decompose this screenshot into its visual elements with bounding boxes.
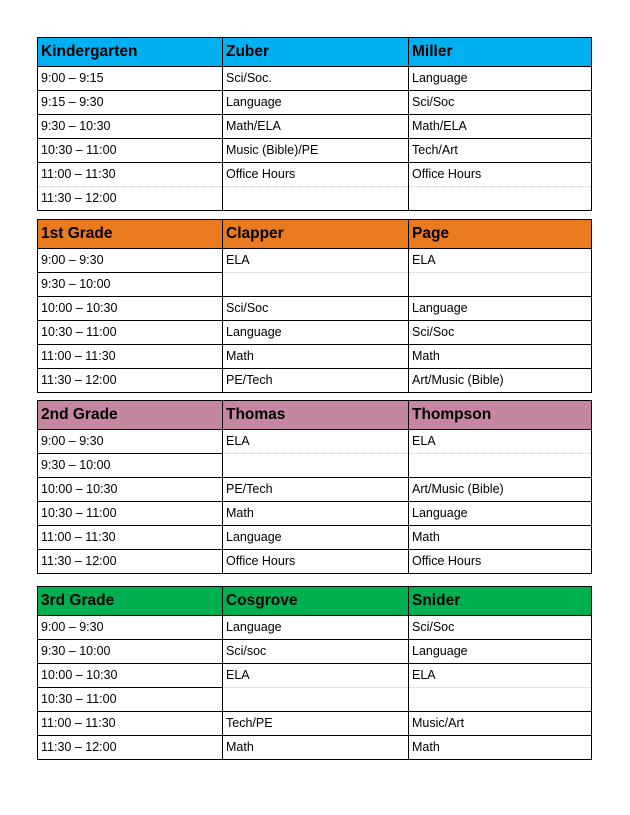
subject-cell: ELA: [223, 249, 409, 273]
table-row: [38, 430, 592, 454]
subject-cell: Sci/Soc: [409, 91, 592, 115]
table-row: [38, 273, 592, 297]
table-row: [38, 550, 592, 574]
subject-cell: Math: [409, 736, 592, 760]
time-cell: 9:30 – 10:00: [38, 273, 223, 297]
table-row: [38, 712, 592, 736]
grade-header: 1st Grade: [38, 220, 223, 249]
table-row: [38, 67, 592, 91]
table-row: [38, 115, 592, 139]
subject-cell: ELA: [223, 664, 409, 688]
time-cell: 10:30 – 11:00: [38, 139, 223, 163]
teacher-header: Page: [409, 220, 592, 249]
subject-cell: [409, 273, 592, 297]
table-row: [38, 321, 592, 345]
subject-cell: Office Hours: [223, 550, 409, 574]
subject-cell: Art/Music (Bible): [409, 478, 592, 502]
subject-cell: ELA: [409, 664, 592, 688]
table-row: [38, 139, 592, 163]
subject-cell: Math: [409, 526, 592, 550]
table-row: [38, 187, 592, 211]
time-cell: 10:00 – 10:30: [38, 478, 223, 502]
time-cell: 10:30 – 11:00: [38, 688, 223, 712]
teacher-header: Thomas: [223, 401, 409, 430]
subject-cell: Math: [223, 345, 409, 369]
teacher-header: Cosgrove: [223, 587, 409, 616]
subject-cell: Language: [409, 297, 592, 321]
subject-cell: Math: [223, 736, 409, 760]
table-row: [38, 297, 592, 321]
grade-header: 2nd Grade: [38, 401, 223, 430]
table-row: [38, 163, 592, 187]
table-row: [38, 249, 592, 273]
subject-cell: Math/ELA: [223, 115, 409, 139]
table-header-row: [38, 401, 592, 430]
time-cell: 11:30 – 12:00: [38, 736, 223, 760]
table-row: [38, 664, 592, 688]
table-header-row: [38, 587, 592, 616]
subject-cell: Math: [223, 502, 409, 526]
time-cell: 11:00 – 11:30: [38, 345, 223, 369]
time-cell: 9:30 – 10:00: [38, 454, 223, 478]
subject-cell: Office Hours: [409, 163, 592, 187]
grade-header: 3rd Grade: [38, 587, 223, 616]
table-row: [38, 688, 592, 712]
subject-cell: Language: [223, 526, 409, 550]
teacher-header: Miller: [409, 38, 592, 67]
teacher-header: Thompson: [409, 401, 592, 430]
kindergarten-schedule-table: [37, 37, 592, 211]
subject-cell: [223, 273, 409, 297]
time-cell: 9:30 – 10:00: [38, 640, 223, 664]
subject-cell: [223, 187, 409, 211]
subject-cell: [223, 688, 409, 712]
table-row: [38, 369, 592, 393]
grade-header: Kindergarten: [38, 38, 223, 67]
subject-cell: ELA: [409, 249, 592, 273]
subject-cell: [409, 688, 592, 712]
subject-cell: [409, 187, 592, 211]
time-cell: 10:00 – 10:30: [38, 297, 223, 321]
subject-cell: PE/Tech: [223, 369, 409, 393]
subject-cell: Sci/soc: [223, 640, 409, 664]
time-cell: 9:00 – 9:30: [38, 430, 223, 454]
first-grade-schedule-table: [37, 219, 592, 393]
subject-cell: Art/Music (Bible): [409, 369, 592, 393]
subject-cell: Office Hours: [409, 550, 592, 574]
time-cell: 10:30 – 11:00: [38, 321, 223, 345]
subject-cell: Music/Art: [409, 712, 592, 736]
table-header-row: [38, 220, 592, 249]
subject-cell: Language: [223, 321, 409, 345]
time-cell: 11:30 – 12:00: [38, 550, 223, 574]
table-row: [38, 736, 592, 760]
time-cell: 11:30 – 12:00: [38, 187, 223, 211]
subject-cell: Math: [409, 345, 592, 369]
subject-cell: Language: [223, 91, 409, 115]
subject-cell: [409, 454, 592, 478]
time-cell: 10:00 – 10:30: [38, 664, 223, 688]
table-row: [38, 345, 592, 369]
time-cell: 11:00 – 11:30: [38, 526, 223, 550]
table-row: [38, 478, 592, 502]
subject-cell: Office Hours: [223, 163, 409, 187]
time-cell: 10:30 – 11:00: [38, 502, 223, 526]
time-cell: 9:15 – 9:30: [38, 91, 223, 115]
second-grade-schedule-table: [37, 400, 592, 574]
table-row: [38, 616, 592, 640]
table-row: [38, 454, 592, 478]
subject-cell: Sci/Soc: [409, 321, 592, 345]
subject-cell: Sci/Soc: [409, 616, 592, 640]
table-row: [38, 91, 592, 115]
teacher-header: Zuber: [223, 38, 409, 67]
time-cell: 11:00 – 11:30: [38, 163, 223, 187]
teacher-header: Snider: [409, 587, 592, 616]
time-cell: 9:00 – 9:30: [38, 249, 223, 273]
subject-cell: [223, 454, 409, 478]
subject-cell: Language: [409, 502, 592, 526]
subject-cell: Language: [223, 616, 409, 640]
subject-cell: Language: [409, 640, 592, 664]
subject-cell: Math/ELA: [409, 115, 592, 139]
table-row: [38, 526, 592, 550]
subject-cell: Tech/PE: [223, 712, 409, 736]
time-cell: 11:30 – 12:00: [38, 369, 223, 393]
table-row: [38, 502, 592, 526]
subject-cell: Sci/Soc.: [223, 67, 409, 91]
time-cell: 9:00 – 9:30: [38, 616, 223, 640]
subject-cell: ELA: [409, 430, 592, 454]
subject-cell: Tech/Art: [409, 139, 592, 163]
time-cell: 9:00 – 9:15: [38, 67, 223, 91]
subject-cell: ELA: [223, 430, 409, 454]
time-cell: 9:30 – 10:30: [38, 115, 223, 139]
table-header-row: [38, 38, 592, 67]
subject-cell: Music (Bible)/PE: [223, 139, 409, 163]
subject-cell: Sci/Soc: [223, 297, 409, 321]
time-cell: 11:00 – 11:30: [38, 712, 223, 736]
subject-cell: PE/Tech: [223, 478, 409, 502]
subject-cell: Language: [409, 67, 592, 91]
teacher-header: Clapper: [223, 220, 409, 249]
table-row: [38, 640, 592, 664]
third-grade-schedule-table: [37, 586, 592, 760]
